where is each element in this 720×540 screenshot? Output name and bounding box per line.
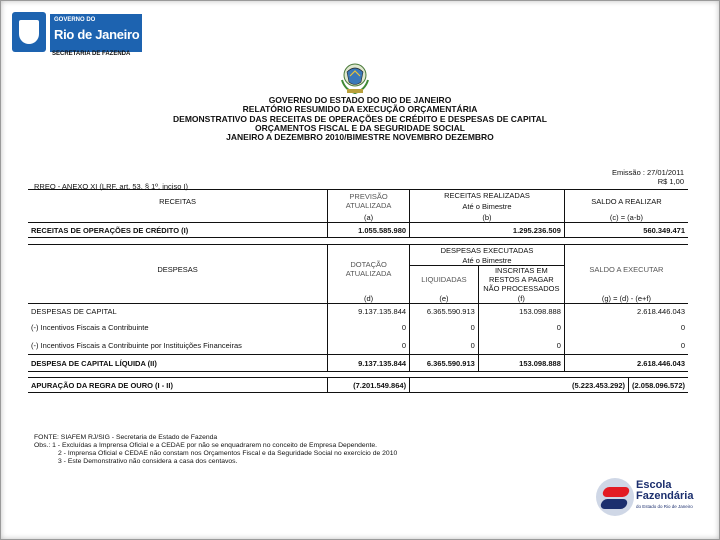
title-line: ORÇAMENTOS FISCAL E DA SEGURIDADE SOCIAL	[255, 122, 465, 133]
government-logo-text	[50, 14, 142, 52]
footnote-line: 3 - Este Demonstrativo não considera a casa dos centavos.	[58, 458, 238, 465]
cell-value: 0	[328, 336, 410, 355]
row-label: (-) Incentivos Fiscais a Contribuinte por Instituições Financeiras	[28, 336, 328, 355]
receitas-code-row	[28, 212, 688, 223]
inscritas-header: INSCRITAS EM RESTOS A PAGAR NÃO PROCESSADOS	[478, 266, 564, 294]
escola-emblem-icon	[596, 478, 634, 516]
cell-value: 2.618.446.043	[564, 304, 688, 319]
logo-small-text: GOVERNO DO	[54, 17, 96, 23]
government-logo	[12, 12, 140, 52]
row-label: DESPESAS DE CAPITAL	[31, 306, 117, 316]
saldo-realizar-header: SALDO A REALIZAR	[564, 190, 688, 213]
code-d: (d)	[328, 293, 410, 304]
cell-value: 0	[328, 318, 410, 336]
table-row	[28, 355, 688, 372]
code-c: (c) = (a-b)	[564, 212, 688, 223]
footnote-line: FONTE: SIAFEM RJ/SIG - Secretaria de Estado de Fazenda	[34, 434, 218, 441]
emission-date: Emissão : 27/01/2011	[612, 168, 684, 177]
secretaria-label: SECRETARIA DE FAZENDA	[52, 51, 131, 57]
despesas-header-row	[28, 245, 688, 256]
cell-value: 6.365.590.913	[410, 304, 479, 319]
cell-value: 0	[410, 318, 479, 336]
code-e: (e)	[410, 293, 479, 304]
cell-value: 0	[564, 318, 688, 336]
despesas-code-row	[28, 293, 688, 304]
cell-value: 0	[410, 336, 479, 355]
table-row	[28, 223, 688, 238]
escola-subtitle: do Estado do Rio de Janeiro	[636, 504, 693, 509]
table-row	[28, 318, 688, 336]
report-table	[28, 189, 688, 393]
despesas-header: DESPESAS	[28, 245, 328, 294]
executadas-header: DESPESAS EXECUTADAS	[410, 245, 565, 256]
report-titles	[100, 96, 620, 142]
cell-value: (5.223.453.292)	[410, 378, 629, 393]
row-label: APURAÇÃO DA REGRA DE OURO (I - II)	[28, 378, 328, 393]
cell-value: 0	[478, 336, 564, 355]
receitas-header: RECEITAS	[28, 190, 328, 213]
escola-name-line1: Escola	[636, 479, 672, 491]
table-row	[28, 304, 688, 319]
emission-info	[612, 168, 684, 186]
cell-value: 0	[478, 318, 564, 336]
escola-fazendaria-logo	[596, 474, 706, 518]
table-row	[28, 336, 688, 355]
title-line: GOVERNO DO ESTADO DO RIO DE JANEIRO	[268, 95, 452, 105]
rreo-reference: RREO - ANEXO XI (LRF, art. 53, § 1º, inciso I)	[34, 182, 189, 191]
cell-value: 9.137.135.844	[328, 355, 410, 372]
title-line: RELATÓRIO RESUMIDO DA EXECUÇÃO ORÇAMENTÁRIA	[242, 104, 478, 115]
state-coat-of-arms-icon	[337, 60, 373, 96]
footnote-line: Obs.: 1 - Excluídas a Imprensa Oficial e a CEDAE por não se enquadrarem no conceito de Empresa Dependente.	[34, 442, 378, 449]
cell-value: 1.295.236.509	[410, 223, 565, 238]
saldo-executar-header: SALDO A EXECUTAR	[564, 245, 688, 294]
receitas-header-row	[28, 190, 688, 202]
cell-value: 9.137.135.844	[328, 304, 410, 319]
row-label: DESPESA DE CAPITAL LÍQUIDA (II)	[28, 355, 328, 372]
cell-value: 2.618.446.043	[564, 355, 688, 372]
row-label: (-) Incentivos Fiscais a Contribuinte	[31, 322, 149, 332]
cell-value: (2.058.096.572)	[629, 378, 689, 393]
code-a: (a)	[328, 212, 410, 223]
cell-value: 560.349.471	[564, 223, 688, 238]
table-row	[28, 378, 688, 393]
currency-unit: R$ 1,00	[657, 177, 684, 186]
footnotes	[34, 434, 397, 466]
realizadas-header: RECEITAS REALIZADAS	[410, 190, 565, 202]
escola-name	[636, 480, 693, 502]
title-line: DEMONSTRATIVO DAS RECEITAS DE OPERAÇÕES DE CRÉDITO E DESPESAS DE CAPITAL	[173, 113, 547, 124]
code-g: (g) = (d) - (e+f)	[564, 293, 688, 304]
cell-value: 0	[564, 336, 688, 355]
code-b: (b)	[410, 212, 565, 223]
ate-bimestre-label: Até o Bimestre	[410, 255, 565, 266]
cell-value: 6.365.590.913	[410, 355, 479, 372]
logo-big-text: Rio de Janeiro	[54, 27, 140, 42]
cell-value: 153.098.888	[478, 304, 564, 319]
cell-value: 1.055.585.980	[328, 223, 410, 238]
escola-name-line2: Fazendária	[636, 490, 694, 502]
code-f: (f)	[478, 293, 564, 304]
previsao-header: PREVISÃO ATUALIZADA	[328, 190, 410, 213]
row-label: RECEITAS DE OPERAÇÕES DE CRÉDITO (I)	[28, 223, 328, 238]
title-line: JANEIRO A DEZEMBRO 2010/BIMESTRE NOVEMBRO DEZEMBRO	[226, 132, 494, 143]
footnote-line: 2 - Imprensa Oficial e CEDAE não constam nos Orçamentos Fiscal e da Seguridade Social no exercício de 2010	[58, 450, 398, 457]
cell-value: (7.201.549.864)	[328, 378, 410, 393]
cell-value: 153.098.888	[478, 355, 564, 372]
ate-bimestre-label: Até o Bimestre	[410, 201, 565, 212]
liquidadas-header: LIQUIDADAS	[410, 266, 479, 294]
coat-of-arms-icon	[12, 12, 46, 52]
dotacao-header: DOTAÇÃO ATUALIZADA	[328, 245, 410, 294]
